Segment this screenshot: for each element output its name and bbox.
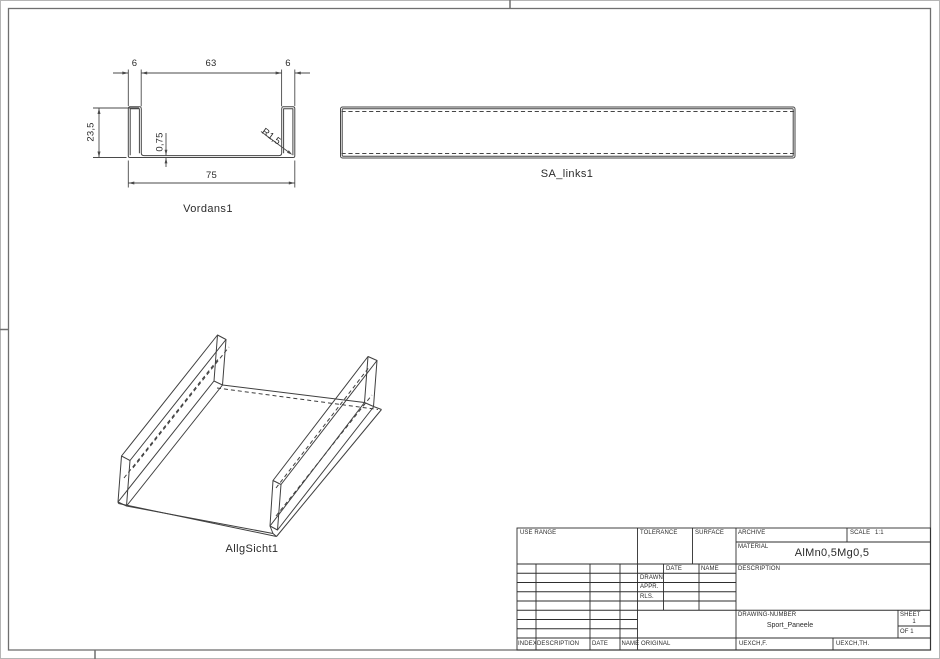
dimension-width: 75 (206, 170, 217, 181)
titleblock-archive-label: ARCHIVE (738, 530, 766, 536)
titleblock-drawing-number-value: Sport_Paneele (766, 622, 814, 629)
titleblock-sheet-label: SHEET (900, 611, 921, 618)
titleblock-name-header: NAME (701, 565, 719, 572)
titleblock-tolerance-label: TOLERANCE (640, 530, 678, 536)
titleblock-material-label: MATERIAL (738, 544, 769, 550)
titleblock-use-range-label: USE RANGE (520, 530, 557, 536)
view-label-side: SA_links1 (540, 168, 594, 180)
titleblock-appr-label: APPR. (640, 584, 659, 591)
dimension-radius: R1,5 (259, 126, 283, 148)
view-label-iso: AllgSicht1 (225, 543, 279, 555)
titleblock-surface-label: SURFACE (695, 530, 725, 536)
titleblock-of-label: OF 1 (900, 628, 914, 635)
titleblock-sheet-value: 1 (912, 618, 916, 625)
titleblock-name-column-header: NAME (621, 640, 640, 647)
titleblock-material-value: AlMn0,5Mg0,5 (794, 547, 870, 559)
dimension-height: 23,5 (85, 122, 97, 142)
dimension-flange-left: 6 (131, 57, 138, 69)
dimension-web: 63 (205, 57, 217, 69)
titleblock-date-header: DATE (666, 565, 682, 572)
titleblock-description-label: DESCRIPTION (738, 566, 781, 572)
titleblock-date-column-header: DATE (592, 640, 608, 647)
titleblock-uexchth-label: UEXCH,TH. (836, 640, 870, 647)
titleblock-rls-label: RLS. (640, 593, 654, 600)
titleblock-drawn-label: DRAWN (640, 575, 663, 581)
titleblock-scale-label: SCALE (850, 530, 871, 536)
view-label-front: Vordans1 (183, 203, 233, 215)
titleblock-index-header: INDEX (518, 640, 537, 647)
titleblock-scale-value: 1:1 (875, 530, 884, 536)
dimension-thickness: 0,75 (153, 132, 165, 152)
titleblock-drawing-number-label: DRAWING-NUMBER (738, 612, 797, 618)
dimension-flange-right: 6 (285, 57, 291, 69)
titleblock-uexchf-label: UEXCH,F. (739, 640, 768, 647)
titleblock-original-label: ORIGINAL (641, 640, 671, 647)
titleblock-description-header: DESCRIPTION (537, 640, 580, 647)
